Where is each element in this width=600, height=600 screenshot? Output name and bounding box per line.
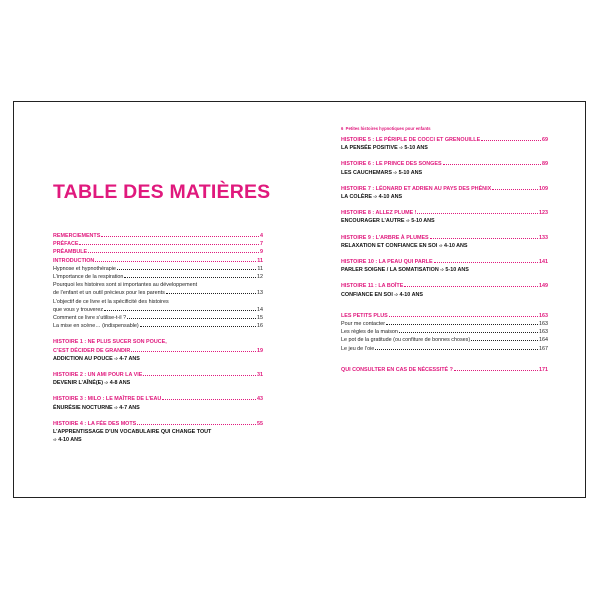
toc-story-entry-7[interactable]: HISTOIRE 7 : LÉONARD ET ADRIEN AU PAYS DES PHÉNIX 109 bbox=[341, 185, 548, 192]
toc-entry-introduction[interactable]: INTRODUCTION 11 bbox=[53, 257, 263, 264]
toc-story-theme: L’APPRENTISSAGE D’UN VOCABULAIRE QUI CHANGE TOUT bbox=[53, 429, 212, 436]
toc-story-theme: LA COLÈRE ➩ 4-10 ANS bbox=[341, 194, 403, 201]
toc-subentry: Pourquoi les histoires sont si importantes au développement bbox=[53, 282, 198, 289]
toc-story-entry-8[interactable]: HISTOIRE 8 : ALLEZ PLUME ! 123 bbox=[341, 210, 548, 217]
toc-story-title: HISTOIRE 1 : NE PLUS SUCER SON POUCE, bbox=[53, 339, 167, 346]
toc-subentry[interactable]: Le pot de la gratitude (ou confiture de bonnes choses) 164 bbox=[341, 337, 548, 344]
toc-story-theme: ENCOURAGER L’AUTRE ➩ 5-10 ANS bbox=[341, 218, 435, 225]
toc-subentry[interactable]: L’importance de la respiration 12 bbox=[53, 274, 263, 281]
toc-subentry[interactable]: que vous y trouverez 14 bbox=[53, 306, 263, 313]
arrow-icon: ➩ bbox=[438, 242, 443, 248]
toc-entry-petits-plus[interactable]: LES PETITS PLUS 163 bbox=[341, 312, 548, 319]
toc-subentry[interactable]: Comment ce livre s’utilise-t-il ? 15 bbox=[53, 315, 263, 322]
arrow-icon: ➩ bbox=[394, 291, 399, 297]
toc-left-column bbox=[53, 232, 263, 444]
arrow-icon: ➩ bbox=[104, 380, 109, 386]
toc-story-entry-11[interactable]: HISTOIRE 11 : LA BOÎTE 149 bbox=[341, 283, 548, 290]
toc-subentry[interactable]: de l’enfant et un outil précieux pour les parents 13 bbox=[53, 290, 263, 297]
page-title: TABLE DES MATIÈRES bbox=[53, 181, 271, 203]
toc-story-theme: DEVENIR L’AÎNÉ(E) ➩ 4-8 ANS bbox=[53, 380, 131, 387]
toc-subentry[interactable]: Pour me contacter 163 bbox=[341, 321, 548, 328]
toc-story-theme: RELAXATION ET CONFIANCE EN SOI ➩ 4-10 ANS bbox=[341, 242, 468, 249]
toc-entry-qui-consulter[interactable]: QUI CONSULTER EN CAS DE NÉCESSITÉ ? 171 bbox=[341, 366, 548, 373]
toc-entry-preface[interactable]: PRÉFACE 7 bbox=[53, 241, 263, 248]
toc-story-entry-4[interactable]: HISTOIRE 4 : LA FÉE DES MOTS 55 bbox=[53, 420, 263, 427]
arrow-icon: ➩ bbox=[114, 404, 118, 410]
toc-subentry[interactable]: Hypnose et hypnothérapie 11 bbox=[53, 265, 263, 272]
arrow-icon: ➩ bbox=[399, 145, 403, 151]
toc-story-entry-5[interactable]: HISTOIRE 5 : LE PÉRIPLE DE COCCI ET GRENOUILLE 69 bbox=[341, 137, 548, 143]
arrow-icon: ➩ bbox=[406, 218, 410, 224]
arrow-icon: ➩ bbox=[393, 169, 398, 175]
toc-story-theme: LA PENSÉE POSITIVE ➩ 5-10 ANS bbox=[341, 145, 428, 152]
toc-subentry[interactable]: Les règles de la maison 163 bbox=[341, 329, 548, 336]
toc-story-theme: PARLER SOIGNE / LA SOMATISATION ➩ 5-10 ANS bbox=[341, 267, 469, 274]
toc-story-entry-1[interactable]: C’EST DÉCIDER DE GRANDIR 19 bbox=[53, 347, 263, 354]
toc-story-entry-3[interactable]: HISTOIRE 3 : MILO : LE MAÎTRE DE L’EAU 43 bbox=[53, 396, 263, 403]
toc-story-entry-9[interactable]: HISTOIRE 9 : L’ARBRE À PLUMES 133 bbox=[341, 234, 548, 241]
arrow-icon: ➩ bbox=[440, 267, 444, 273]
toc-story-entry-2[interactable]: HISTOIRE 2 : UN AMI POUR LA VIE 31 bbox=[53, 372, 263, 379]
toc-entry-remerciements[interactable]: REMERCIEMENTS 4 bbox=[53, 233, 263, 239]
toc-story-entry-10[interactable]: HISTOIRE 10 : LA PEAU QUI PARLE 141 bbox=[341, 259, 548, 266]
toc-story-entry-6[interactable]: HISTOIRE 6 : LE PRINCE DES SONGES 89 bbox=[341, 161, 548, 168]
toc-right-column bbox=[341, 136, 548, 374]
toc-subentry[interactable]: Le jeu de l’oie 167 bbox=[341, 345, 548, 352]
toc-story-theme: ADDICTION AU POUCE ➩ 4-7 ANS bbox=[53, 355, 140, 362]
toc-subentry[interactable]: La mise en scène… (indispensable) 16 bbox=[53, 323, 263, 330]
arrow-icon: ➩ bbox=[53, 437, 57, 443]
toc-story-age: ➩ 4-10 ANS bbox=[53, 437, 82, 444]
toc-story-theme: ÉNURÉSIE NOCTURNE ➩ 4-7 ANS bbox=[53, 404, 140, 411]
toc-story-theme: CONFIANCE EN SOI ➩ 4-10 ANS bbox=[341, 291, 423, 298]
running-header: 6 Petites histoires hypnotiques pour enfants bbox=[341, 126, 431, 131]
toc-story-theme: LES CAUCHEMARS ➩ 5-10 ANS bbox=[341, 169, 423, 176]
arrow-icon: ➩ bbox=[373, 194, 378, 200]
toc-entry-preambule[interactable]: PRÉAMBULE 9 bbox=[53, 249, 263, 256]
toc-subentry: L’objectif de ce livre et la spécificité des histoires bbox=[53, 298, 169, 305]
arrow-icon: ➩ bbox=[114, 355, 118, 361]
